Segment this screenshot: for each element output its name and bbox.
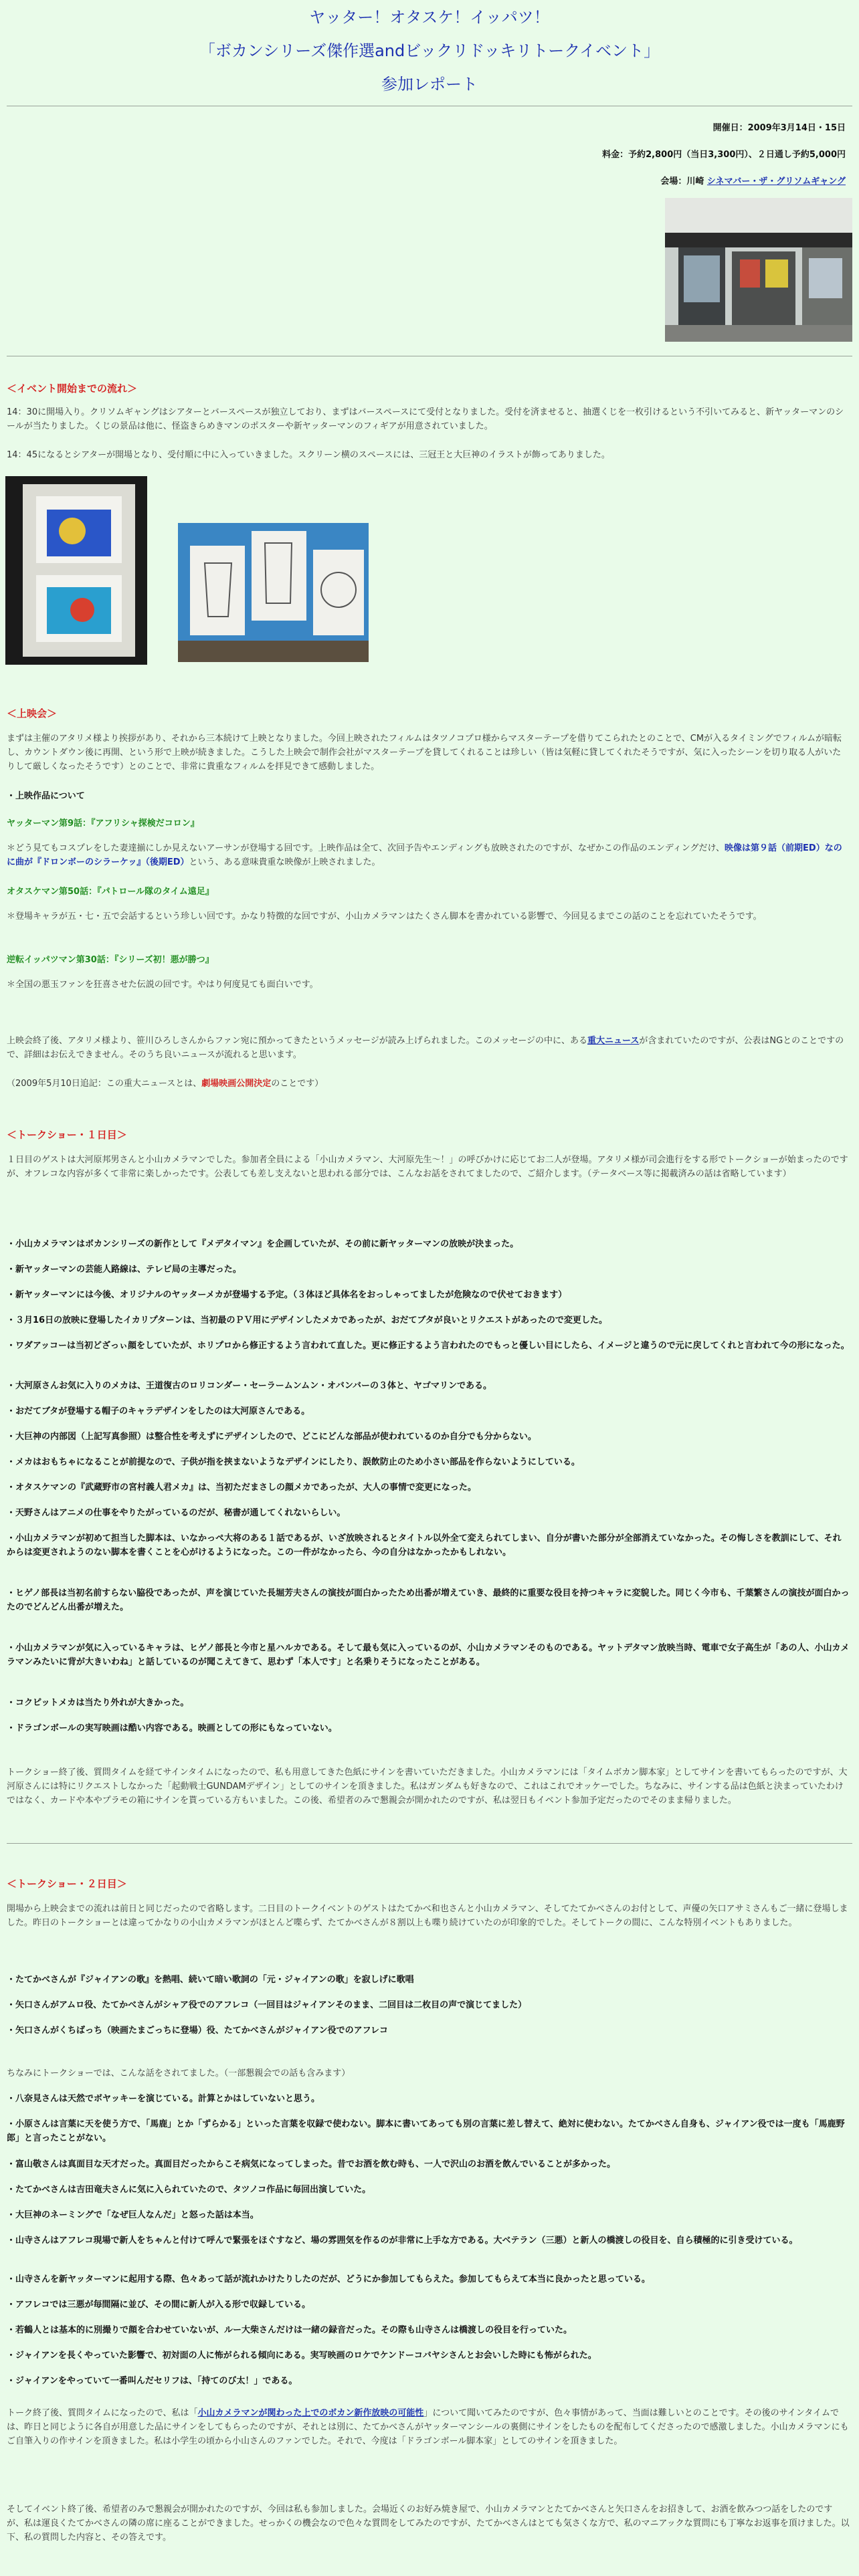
event-date: 開催日：2009年3月14日・15日	[712, 123, 846, 133]
list-item: ・小原さんは言葉に天を使う方で、「馬鹿」とか「ずらかる」といった言葉を収録で使わない。脚本に書いてあっても別の言葉に差し替えて、絶対に使わない。たてかべさん自身も、ジャイアン役では一度も「馬鹿野郎」と言ったことがない。	[7, 2119, 845, 2143]
list-item: ・八奈見さんは天然でボヤッキーを演じている。計算とかはしていないと思う。	[7, 2094, 320, 2104]
paragraph-message: 上映会終了後、アタリメ様より、笹川ひろしさんからファン宛に預かってきたというメッセージが読み上げられました。このメッセージの中に、ある重大ニュースが含まれていたのですが、公表はNGとのことですので、詳細はお伝えできません。そのうち良いニュースが流れると思います。	[7, 1036, 844, 1060]
event-venue	[660, 174, 846, 187]
list-item: ・オタスケマンの『武蔵野市の宮村義人君メカ』は、当初ただまさしの顔メカであったが、大人の事情で変更になった。	[7, 1483, 476, 1493]
list-item: ・ジャイアンをやっていて一番叫んだセリフは、「持てのび太！」である。	[7, 2376, 298, 2386]
illustration-photo-1	[5, 476, 147, 665]
list-item: ・小山カメラマンはボカンシリーズの新作として『メデタイマン』を企画していたが、その前に新ヤッターマンの放映が決まった。	[7, 1239, 519, 1249]
venue-link[interactable]: シネマバー・ザ・グリソムギャング	[706, 177, 846, 187]
work-title-otasukeman: オタスケマン第50話：『パトロール隊のタイム遠足』	[7, 887, 214, 897]
big-news-link[interactable]: 重大ニュース	[587, 1036, 640, 1046]
list-item: ・アフレコでは三悪が毎間隔に並び、その間に新人が入る形で収録している。	[7, 2300, 310, 2310]
divider	[7, 1843, 852, 1844]
list-item: ・大巨神のネーミングで「なぜ巨人なんだ」と怒った話は本当。	[7, 2210, 259, 2220]
list-item: ・ドラゴンボールの実写映画は酷い内容である。映画としての形にもなっていない。	[7, 1723, 337, 1733]
list-item: ・おだてブタが登場する帽子のキャラデザインをしたのは大河原さんである。	[7, 1406, 310, 1416]
list-item: ・ジャイアンを長くやっていた影響で、初対面の人に怖がられる傾向にある。実写映画のロケでケンドーコバヤシさんとお会いした時にも怖がられた。	[7, 2351, 597, 2361]
highlight-ed-note: 映像は第９話（前期ED）なのに曲が『ドロンボーのシラーケッ』（後期ED）	[7, 843, 842, 867]
venue-photo	[665, 198, 852, 342]
list-item: ・コクピットメカは当たり外れが大きかった。	[7, 1698, 189, 1708]
illustration-photo-2	[178, 523, 369, 662]
work-title-ippatsuman: 逆転イッパツマン第30話：『シリーズ初！悪が勝つ』	[7, 955, 214, 965]
new-series-link[interactable]: 小山カメラマンが関わった上でのボカン新作放映の可能性	[197, 2408, 424, 2418]
section-heading-talk-day2: ＜トークショー・２日目＞	[7, 1878, 127, 1890]
screening-works-heading: ・上映作品について	[7, 791, 85, 801]
work-title-yatterman: ヤッターマン第9話：『アフリシャ探検だコロン』	[7, 819, 199, 829]
paragraph-talk-day2-intro: 開場から上映会までの流れは前日と同じだったので省略します。二日目のトークイベントのゲストはたてかべ和也さんと小山カメラマン、そしてたてかべさんのお付として、声優の矢口アサミさんもご一緒に登場しました。昨日のトークショーとは違ってかなりの小山カメラマンがほとんど喋らず、たてかべさんが８割以上も喋り続けていたのが印象的でした。そしてトークの間に、こんな特別イベントもありました。	[7, 1904, 848, 1928]
list-item: ・山寺さんを新ヤッターマンに起用する際、色々あって話が流れかけたりしたのだが、どうにか参加してもらえた。参加してもらえて本当に良かったと思っている。	[7, 2274, 650, 2284]
paragraph-talk-day1-outro: トークショー終了後、質問タイムを経てサインタイムになったので、私も用意してきた色紙にサインを書いていただきました。小山カメラマンには「タイムボカン脚本家」としてサインを書いてもらったのですが、大河原さんには特にリクエストしなかった「起動戦士GUNDAMデザイン」としてのサインを頂きました。私はガンダムも好きなので、これはこれでオッケーでした。ちなみに、サインする品は色紙と決まっていたわけではなく、カードや本やプラモの箱にサインを貰っている方もいました。この後、希望者のみで懇親会が開かれたのですが、私は翌日もイベント参加予定だったのでそのまま帰りました。	[7, 1767, 848, 1806]
list-item: ・小山カメラマンが初めて担当した脚本は、いなかっぺ大将のある１話であるが、いざ放映されるとタイトル以外全て変えられてしまい、自分が書いた部分が全部消えていなかった。その悔しさを教訓にして、それからは変更されようのない脚本を書くことを心がけるようになった。この一件がなかったら、今の自分はなかったかもしれない。	[7, 1533, 842, 1558]
list-item: ・大巨神の内部図（上記写真参照）は整合性を考えずにデザインしたので、どこにどんな部品が使われているのか自分でも分からない。	[7, 1432, 537, 1442]
work-note-yatterman: ＊どう見てもコスプレをした妻達揃にしか見えないアーサンが登場する回です。上映作品は全て、次回予告やエンディングも放映されたのですが、なぜかこの作品のエンディングだけ、映像は第９話（前期ED）なのに曲が『ドロンボーのシラーケッ』（後期ED）という、ある意味貴重な映像が上映されました。	[7, 843, 842, 867]
paragraph-talk-day2-mid: ちなみにトークショーでは、こんな話をされてました。（一部懇親会での話も含みます）	[7, 2068, 351, 2078]
list-item: ・矢口さんがアムロ役、たてかべさんがシャア役でのアフレコ（一回目はジャイアンそのまま、二回目は二枚目の声で演じてました）	[7, 2000, 527, 2010]
section-heading-event-start: ＜イベント開始までの流れ＞	[7, 383, 138, 395]
list-item: ・たてかべさんは吉田竜夫さんに気に入られていたので、タツノコ作品に毎回出演していた。	[7, 2185, 371, 2195]
paragraph-talk-day2-outro: トーク終了後、質問タイムになったので、私は「小山カメラマンが関わった上でのボカン新作放映の可能性」について聞いてみたのですが、色々事情があって、当面は難しいとのことです。その後のサインタイムでは、昨日と同じように各自が用意した品にサインをしてもらったのですが、それとは別に、たてかべさんがヤッターマンシールの裏側にサインをしたものを配布してくださったので感激しました。小山カメラマンにもご自筆入りの作サインを頂きました。私は小学生の頃から小山さんのファンでした。それで、今度は「ドラゴンボール脚本家」としてのサインを頂きました。	[7, 2408, 849, 2446]
work-note-otasukeman: ＊登場キャラが五・七・五で会話するという珍しい回です。かなり特徴的な回ですが、小山カメラマンはたくさん脚本を書かれている影響で、今回見るまでこの話のことを忘れていたそうです。	[7, 911, 762, 922]
paragraph-screening: まずは主催のアタリメ様より挨拶があり、それから三本続けて上映となりました。今回上映されたフィルムはタツノコプロ様からマスターテープを借りてこられたとのことで、CMが入るタイミングでフィルムが暗転し、カウントダウン後に再開、という形で上映が続きました。こうした上映会で制作会社がマスターテープを貸してくれることは珍しい（皆は気軽に貸してくれたそうですが、気に入ったシーンを切り取る人がいたりして厳しくなったそうです）とのことで、非常に貴重なフィルムを拝見できて感動しました。	[7, 734, 842, 772]
page-title: ヤッター！オタスケ！イッパツ！	[309, 8, 550, 27]
list-item: ・矢口さんがくちばっち（映画たまごっちに登場）役、たてかべさんがジャイアン役でのアフレコ	[7, 2026, 389, 2036]
paragraph-theater: 14：45になるとシアターが開場となり、受付順に中に入っていきました。スクリーン横のスペースには、三冠王と大巨神のイラストが飾ってありました。	[7, 450, 610, 460]
list-item: ・大河原さんお気に入りのメカは、王道復古のロリコンダー・セーラームンムン・オバンバーの３体と、ヤゴマリンである。	[7, 1381, 492, 1391]
list-item: ・ワダアッコーは当初どざっぃ顔をしていたが、ホリプロから修正するよう言われて直した。更に修正するよう言われたのでもっと優しい目にしたら、イメージと違うので元に戻してくれと言われて今の形になった。	[7, 1341, 850, 1351]
list-item: ・ヒゲノ部長は当初名前すらない脇役であったが、声を演じていた長堀芳夫さんの演技が面白かったため出番が増えていき、最終的に重要な役目を持つキャラに変貌した。同じく今市も、千葉繁さんの演技が面白かったのでどんどん出番が増えた。	[7, 1588, 850, 1612]
section-heading-screening: ＜上映会＞	[7, 708, 58, 720]
event-title: 「ボカンシリーズ傑作選andビックリドッキリトークイベント」	[199, 41, 660, 60]
work-note-ippatsuman: ＊全国の悪玉ファンを狂喜させた伝説の回です。やはり何度見ても面白いです。	[7, 980, 318, 990]
list-item: ・メカはおもちゃになることが前提なので、子供が指を挟まないようなデザインにしたり、誤飲防止のため小さい部品を作らないようにしている。	[7, 1457, 580, 1467]
list-item: ・新ヤッターマンには今後、オリジナルのヤッターメカが登場する予定。（３体ほど具体名をおっしゃってましたが危険なので伏せておきます）	[7, 1290, 567, 1300]
section-heading-talk-day1: ＜トークショー・１日目＞	[7, 1129, 127, 1141]
paragraph-talk-day1-intro: １日目のゲストは大河原邦男さんと小山カメラマンでした。参加者全員による「小山カメラマン、大河原先生〜！」の呼びかけに応じてお二人が登場。アタリメ様が司会進行をする形でトークショーが始まったのですが、オフレコな内容が多くて非常に楽しかったです。公表しても差し支えないと思われる部分では、こんなお話をされてましたので、ご紹介します。（テータベース等に掲載済みの話は省略しています）	[7, 1155, 848, 1179]
event-price: 料金：予約2,800円（当日3,300円）、２日通し予約5,000円	[602, 150, 846, 160]
paragraph-after-party: そしてイベント終了後、希望者のみで懇親会が開かれたのですが、今回は私も参加しました。会場近くのお好み焼き屋で、小山カメラマンとたてかべさんと矢口さんをお招きして、お酒を飲みつつ話をしたのですが、私は運良くたてかべさんの隣の席に座ることができました。せっかくの機会なので色々な質問をしてみたのですが、たてかべさんはとても気さくな方で、私のマニアックな質問にも丁寧なお返事を頂けました。以下、私の質問した内容と、その答えです。	[7, 2504, 850, 2543]
list-item: ・若鶴人とは基本的に別撮りで顔を合わせていないが、ルー大柴さんだけは一緒の録音だった。その際も山寺さんは橋渡しの役目を行っていた。	[7, 2325, 573, 2335]
list-item: ・３月16日の放映に登場したイカリプターンは、当初最のＰＶ用にデザインしたメカであったが、おだてブタが良いとリクエストがあったので変更した。	[7, 1315, 607, 1325]
highlight-movie: 劇場映画公開決定	[201, 1079, 272, 1089]
report-subtitle: 参加レポート	[381, 75, 478, 94]
list-item: ・天野さんはアニメの仕事をやりたがっているのだが、秘書が通してくれないらしい。	[7, 1508, 346, 1518]
list-item: ・新ヤッターマンの芸能人路線は、テレビ局の主導だった。	[7, 1265, 242, 1275]
list-item: ・山寺さんはアフレコ現場で新人をちゃんと付けて呼んで緊張をほぐすなど、場の雰囲気を作るのが非常に上手な方である。大ベテラン（三悪）と新人の橋渡しの役目を、自ら積極的に引き受けている。	[7, 2236, 798, 2246]
paragraph-update-note: （2009年5月10日追記：この重大ニュースとは、劇場映画公開決定のことです）	[7, 1079, 324, 1089]
list-item: ・小山カメラマンが気に入っているキャラは、ヒゲノ部長と今市と星ハルカである。そして最も気に入っているのが、小山カメラマンそのものである。ヤットデタマン放映当時、電車で女子高生が「あの人、小山カメラマンみたいに背が大きいわね」と話しているのが聞こえてきて、思わず「本人です」と名乗りそうになったことがある。	[7, 1643, 850, 1667]
venue-label: 会場：川崎	[660, 177, 704, 187]
paragraph-reception: 14：30に開場入り。クリソムギャングはシアターとバースペースが独立しており、まずはバースペースにて受付となりました。受付を済ませると、抽選くじを一枚引けるという不引いてみると、新ヤッターマンのシールが当たりました。くじの景品は他に、怪盗きらめきマンのポスターや新ヤッターマンのフィギアが用意されていました。	[7, 407, 844, 431]
list-item: ・富山敬さんは真面目な天才だった。真面目だったからこそ病気になってしまった。昔でお酒を飲む時も、一人で沢山のお酒を飲んでいることが多かった。	[7, 2159, 616, 2169]
list-item: ・たてかべさんが『ジャイアンの歌』を熱唱、続いて暗い歌詞の「元・ジャイアンの歌」を寂しげに歌唱	[7, 1975, 414, 1985]
